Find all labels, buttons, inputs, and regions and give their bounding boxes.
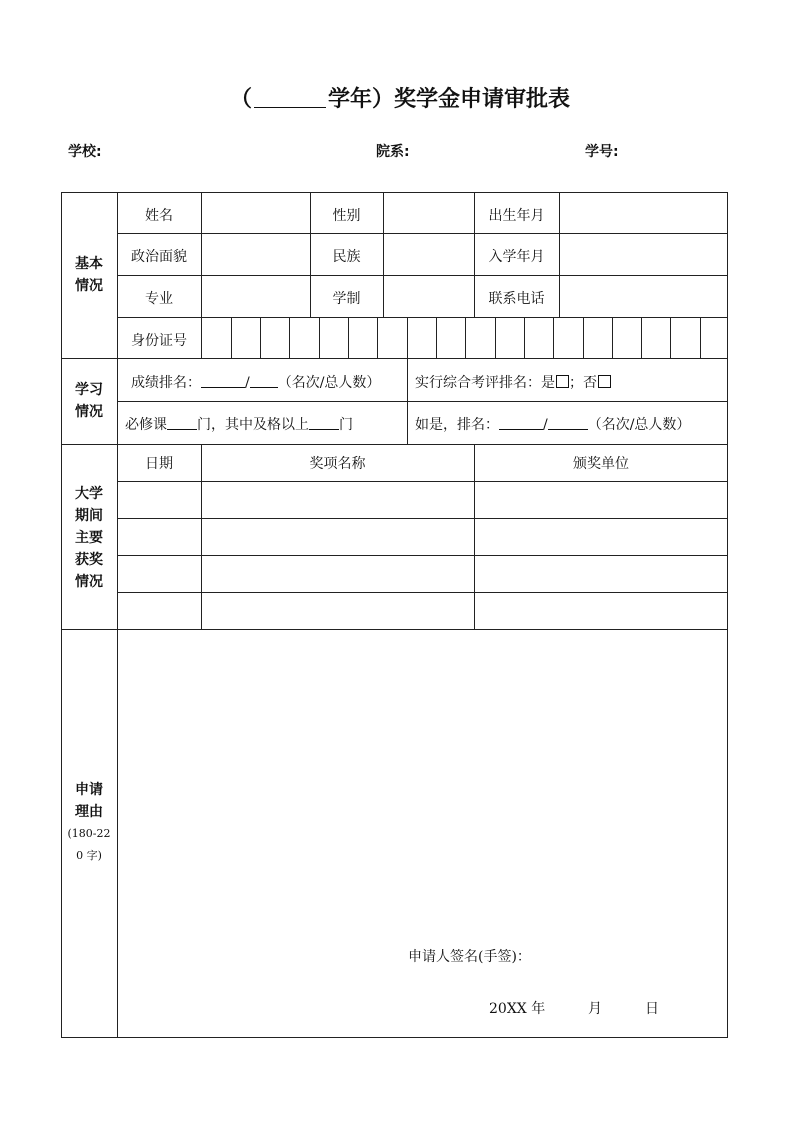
total-blank[interactable] [250,373,278,388]
school-label: 学校: [68,144,102,160]
row-divider [117,518,728,519]
application-table [61,192,728,1038]
row-divider [117,233,728,234]
id-box-divider [583,317,584,358]
yes-checkbox[interactable] [556,375,569,388]
signature-label: 申请人签名(手签)： [408,949,531,965]
label-column-divider [117,192,118,1038]
ethnicity-label: 民族 [332,249,361,265]
id-box-divider [231,317,232,358]
department-label: 院系: [376,144,410,160]
id-box-divider [553,317,554,358]
id-box-divider [407,317,408,358]
awards-section-label: 大学 期间 主要 获奖 情况 [75,486,103,590]
col-award-name: 奖项名称 [309,456,366,472]
id-label: 身份证号 [131,333,187,349]
title-suffix: 学年）奖学金申请审批表 [328,87,571,112]
basic-info-section-label: 基本 情况 [75,256,103,294]
row-divider [117,401,728,402]
id-box-divider [670,317,671,358]
section-divider [61,358,728,359]
year-blank[interactable] [254,89,326,108]
gender-label: 性别 [332,208,361,224]
enroll-label: 入学年月 [488,249,545,265]
id-box-divider [612,317,613,358]
id-box-divider [289,317,290,358]
id-box-divider [524,317,525,358]
id-box-divider [641,317,642,358]
phone-label: 联系电话 [488,291,545,307]
required-courses: 必修课 门，其中及格以上 门 [125,417,353,433]
section-divider [61,629,728,630]
id-box-divider [377,317,378,358]
grade-rank: 成绩排名： / （名次/总人数） [131,375,381,391]
student-id-label: 学号: [585,144,619,160]
political-label: 政治面貌 [131,249,187,265]
col-divider [201,192,202,317]
section-divider [61,444,728,445]
col-divider [383,192,384,317]
row-divider [117,275,728,276]
col-divider [559,192,560,317]
date-month: 月 [588,1001,602,1017]
date-year: 20XX 年 [489,1001,546,1017]
row-divider [117,592,728,593]
rank-blank[interactable] [201,373,245,388]
col-date: 日期 [145,456,173,472]
name-label: 姓名 [145,208,173,224]
date-day: 日 [645,1001,659,1017]
birth-label: 出生年月 [488,208,545,224]
id-box-divider [700,317,701,358]
page-title [0,82,800,113]
row-divider [117,555,728,556]
id-box-divider [436,317,437,358]
passed-blank[interactable] [309,415,339,430]
id-box-divider [260,317,261,358]
id-box-divider [465,317,466,358]
length-note: (180-22 [67,827,111,840]
col-divider [407,358,408,444]
length-note: 0 字) [76,849,102,862]
courses-blank[interactable] [167,415,197,430]
row-divider [117,481,728,482]
study-section-label: 学习 情况 [75,382,103,420]
comprehensive-eval: 实行综合考评排名：是 ；否 [415,372,611,392]
duration-label: 学制 [332,291,361,307]
row-divider [117,317,728,318]
major-label: 专业 [145,291,173,307]
id-box-divider [495,317,496,358]
id-box-divider [348,317,349,358]
id-box-divider [319,317,320,358]
col-issuer: 颁奖单位 [573,456,629,472]
comp-rank-blank[interactable] [499,415,543,430]
comprehensive-rank: 如是，排名： / （名次/总人数） [415,417,691,433]
title-open-paren: （ [229,87,252,112]
comp-total-blank[interactable] [548,415,588,430]
reason-section-label: 申请 理由 (180-22 0 字) [61,779,117,867]
id-box-divider [201,317,202,358]
no-checkbox[interactable] [598,375,611,388]
